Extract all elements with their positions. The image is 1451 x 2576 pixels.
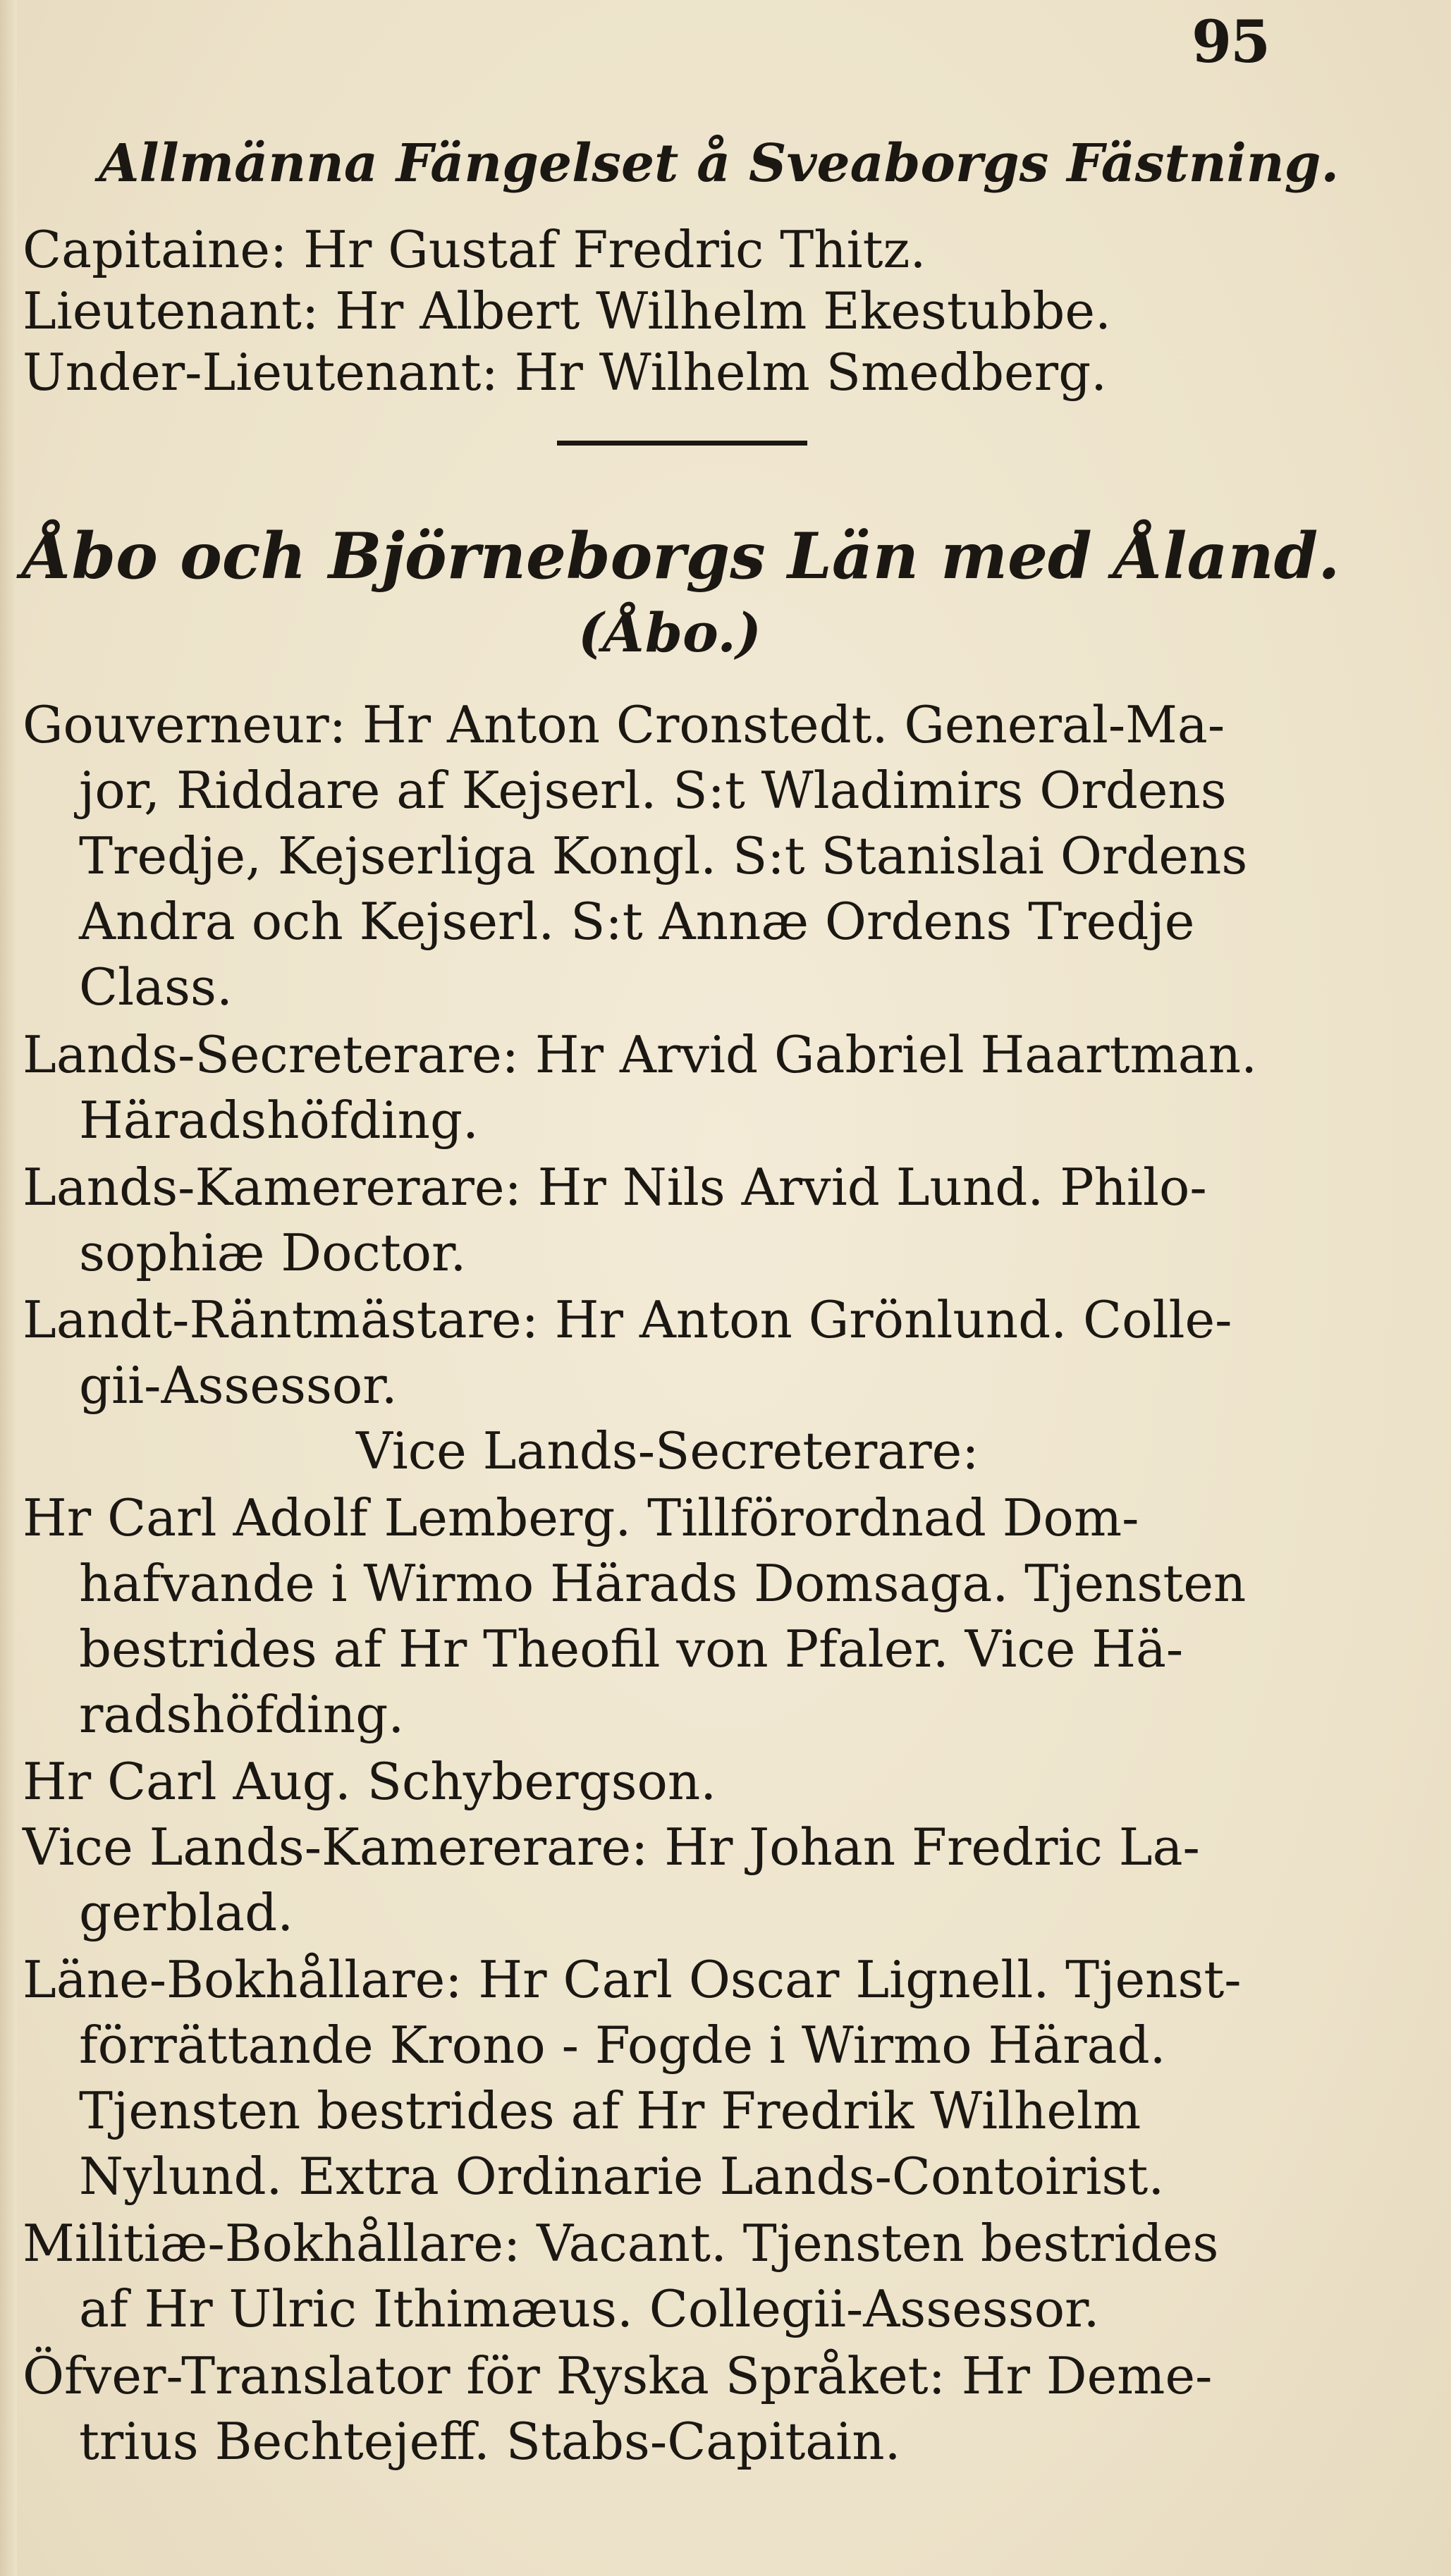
text-line: Lands-Kamererare: Hr Nils Arvid Lund. Philo-	[23, 1158, 1207, 1217]
text-line: Lieutenant: Hr Albert Wilhelm Ekestubbe.	[23, 281, 1111, 341]
text-line: Lands-Secreterare: Hr Arvid Gabriel Haartman.	[23, 1025, 1257, 1084]
text-line: gerblad.	[79, 1883, 294, 1942]
text-line: Tredje, Kejserliga Kongl. S:t Stanislai Ordens	[79, 826, 1248, 885]
text-line: Andra och Kejserl. S:t Annæ Ordens Tredje	[79, 892, 1195, 951]
text-line: Hr Carl Adolf Lemberg. Tillförordnad Dom-	[23, 1488, 1139, 1547]
text-line: Hr Carl Aug. Schybergson.	[23, 1752, 717, 1811]
text-line: Vice Lands-Kamererare: Hr Johan Fredric La-	[23, 1817, 1200, 1877]
page-gutter	[0, 0, 17, 2576]
text-line: Militiæ-Bokhållare: Vacant. Tjensten bestrides	[23, 2214, 1219, 2273]
text-line: jor, Riddare af Kejserl. S:t Wladimirs Ordens	[79, 761, 1227, 820]
text-line: Class.	[79, 957, 233, 1017]
text-line: Under-Lieutenant: Hr Wilhelm Smedberg.	[23, 343, 1108, 402]
text-line: trius Bechtejeff. Stabs-Capitain.	[79, 2412, 901, 2471]
text-line: förrättande Krono - Fogde i Wirmo Härad.	[79, 2016, 1166, 2075]
text-line: Gouverneur: Hr Anton Cronstedt. General-Ma-	[23, 695, 1225, 754]
text-line: Läne-Bokhållare: Hr Carl Oscar Lignell. Tjenst-	[23, 1950, 1242, 2009]
text-line: Vice Lands-Secreterare:	[356, 1421, 979, 1480]
text-line: Häradshöfding.	[79, 1091, 479, 1150]
text-line: hafvande i Wirmo Härads Domsaga. Tjensten	[79, 1554, 1247, 1613]
text-line: sophiæ Doctor.	[79, 1223, 467, 1282]
section-subheading-abo: (Åbo.)	[578, 601, 761, 664]
text-line: af Hr Ulric Ithimæus. Collegii-Assessor.	[79, 2279, 1100, 2338]
text-line: Nylund. Extra Ordinarie Lands-Contoirist.	[79, 2147, 1165, 2206]
text-line: Landt-Räntmästare: Hr Anton Grönlund. Colle-	[23, 1290, 1232, 1349]
text-line: bestrides af Hr Theofil von Pfaler. Vice Hä-	[79, 1619, 1184, 1679]
section-divider	[557, 441, 807, 446]
section-heading-prison: Allmänna Fängelset å Sveaborgs Fästning.	[99, 133, 1340, 194]
text-line: gii-Assessor.	[79, 1356, 398, 1415]
section-heading-abo: Åbo och Björneborgs Län med Åland.	[23, 520, 1340, 594]
text-line: Öfver-Translator för Ryska Språket: Hr Deme-	[23, 2346, 1213, 2405]
text-line: radshöfding.	[79, 1685, 405, 1744]
text-line: Capitaine: Hr Gustaf Fredric Thitz.	[23, 220, 926, 279]
page-number: 95	[1192, 8, 1270, 76]
text-line: Tjensten bestrides af Hr Fredrik Wilhelm	[79, 2081, 1141, 2140]
